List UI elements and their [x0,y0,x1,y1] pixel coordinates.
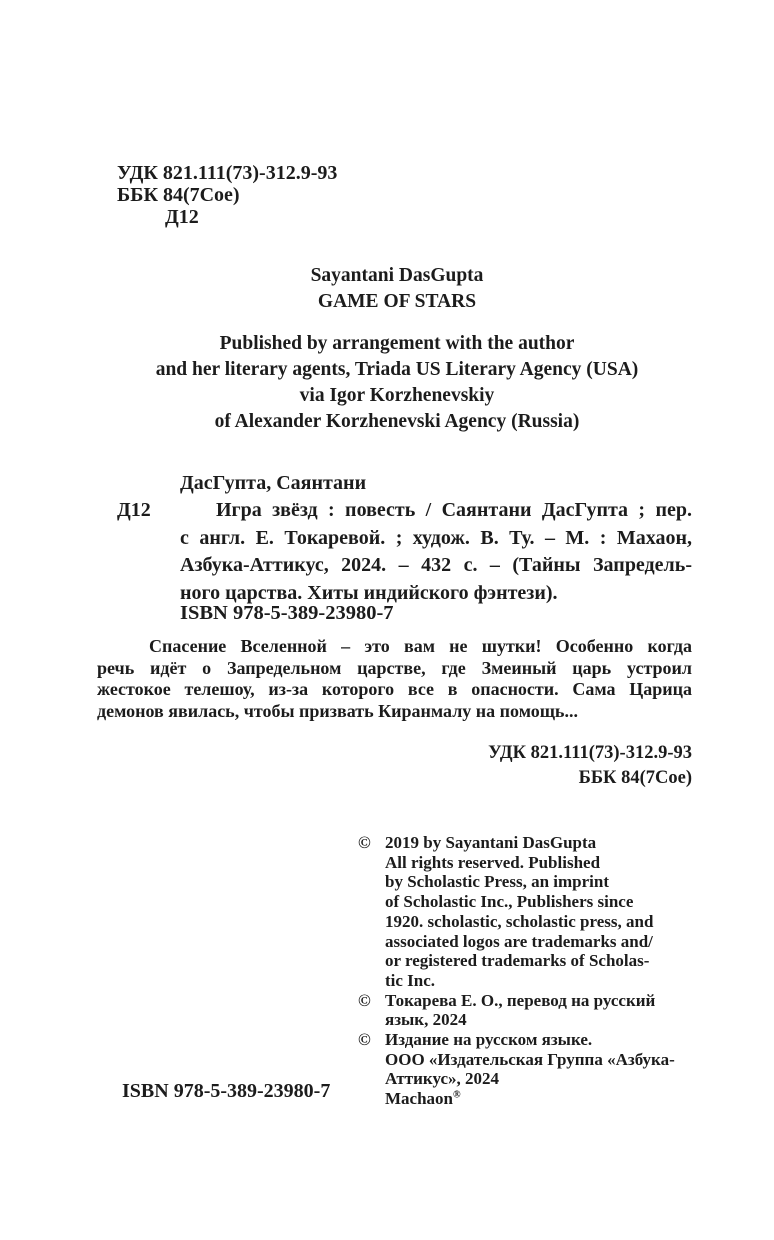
copyright-line: tic Inc. [385,970,436,990]
original-title-block [97,263,697,315]
rights-line: and her literary agents, Triada US Literary Agency (USA) [155,359,639,380]
copyright-block [358,833,698,1109]
registered-mark: ® [453,1089,461,1101]
copyright-line: 1920. scholastic, scholastic press, and [385,911,654,931]
author-code: Д12 [165,205,199,228]
isbn-record: ISBN 978-5-389-23980-7 [180,602,394,624]
book-title: GAME OF STARS [317,291,477,312]
copyright-line: Издание на русском языке. [385,1030,593,1050]
biblio-heading: ДасГупта, Саянтани [180,472,367,494]
copyright-line: of Scholastic Inc., Publishers since [385,892,634,912]
annotation-block [97,636,692,723]
brand-line [385,1089,698,1109]
isbn-bottom: ISBN 978-5-389-23980-7 [122,1080,331,1102]
biblio-line: Игра звёзд : повесть / Саянтани ДасГупта ; пер. [216,499,692,522]
udk-code: УДК 821.111(73)-312.9-93 [117,162,338,184]
copyright-line: by Scholastic Press, an imprint [385,872,610,892]
bbk-code: ББК 84(7Сое) [578,768,692,788]
machaon-brand: Machaon [385,1089,453,1109]
copyright-item [358,1030,698,1109]
rights-line: of Alexander Korzhenevski Agency (Russia) [214,411,580,432]
copyright-item [358,833,698,991]
copyright-line: 2019 by Sayantani DasGupta [385,833,597,852]
copyright-item [358,991,698,1030]
copyright-line: ООО «Издательская Группа «Азбука- [385,1049,675,1069]
book-author: Sayantani DasGupta [310,265,484,286]
copyright-line: All rights reserved. Published [385,852,601,872]
copyright-line: Токарева Е. О., перевод на русский [385,990,656,1010]
biblio-line: ного царства. Хиты индийского фэнтези). [180,581,558,604]
top-codes-block [117,163,337,228]
annotation-line: жестокое телешоу, из-за которого все в опасности. Сама Царица [97,679,692,700]
annotation-line: речь идёт о Запредельном царстве, где Змеиный царь устроил [97,657,692,678]
bibliographic-record [117,470,692,607]
rights-line: Published by arrangement with the author [219,333,575,354]
copyright-line: язык, 2024 [385,1010,467,1030]
annotation-line: Спасение Вселенной – это вам не шутки! Особенно когда [149,636,692,656]
bbk-code: ББК 84(7Сое) [117,183,240,206]
biblio-line: Азбука-Аттикус, 2024. – 432 с. – (Тайны Запредель- [180,554,692,577]
copyright-line: or registered trademarks of Scholas- [385,951,650,971]
copyright-symbol: © [358,833,371,852]
udk-code: УДК 821.111(73)-312.9-93 [488,743,692,763]
copyright-symbol: © [358,990,371,1010]
copyright-line: associated logos are trademarks and/ [385,931,653,951]
bottom-codes-block [488,741,692,791]
rights-statement-block [97,331,697,435]
copyright-line: Аттикус», 2024 [385,1069,500,1089]
annotation-line: демонов явилась, чтобы призвать Киранмалу на помощь... [97,701,578,722]
biblio-line: с англ. Е. Токаревой. ; худож. В. Ту. – М. : Махаон, [180,526,692,549]
biblio-margin-code: Д12 [117,499,151,521]
copyright-symbol: © [358,1030,371,1050]
rights-line: via Igor Korzhenevskiy [299,385,495,406]
